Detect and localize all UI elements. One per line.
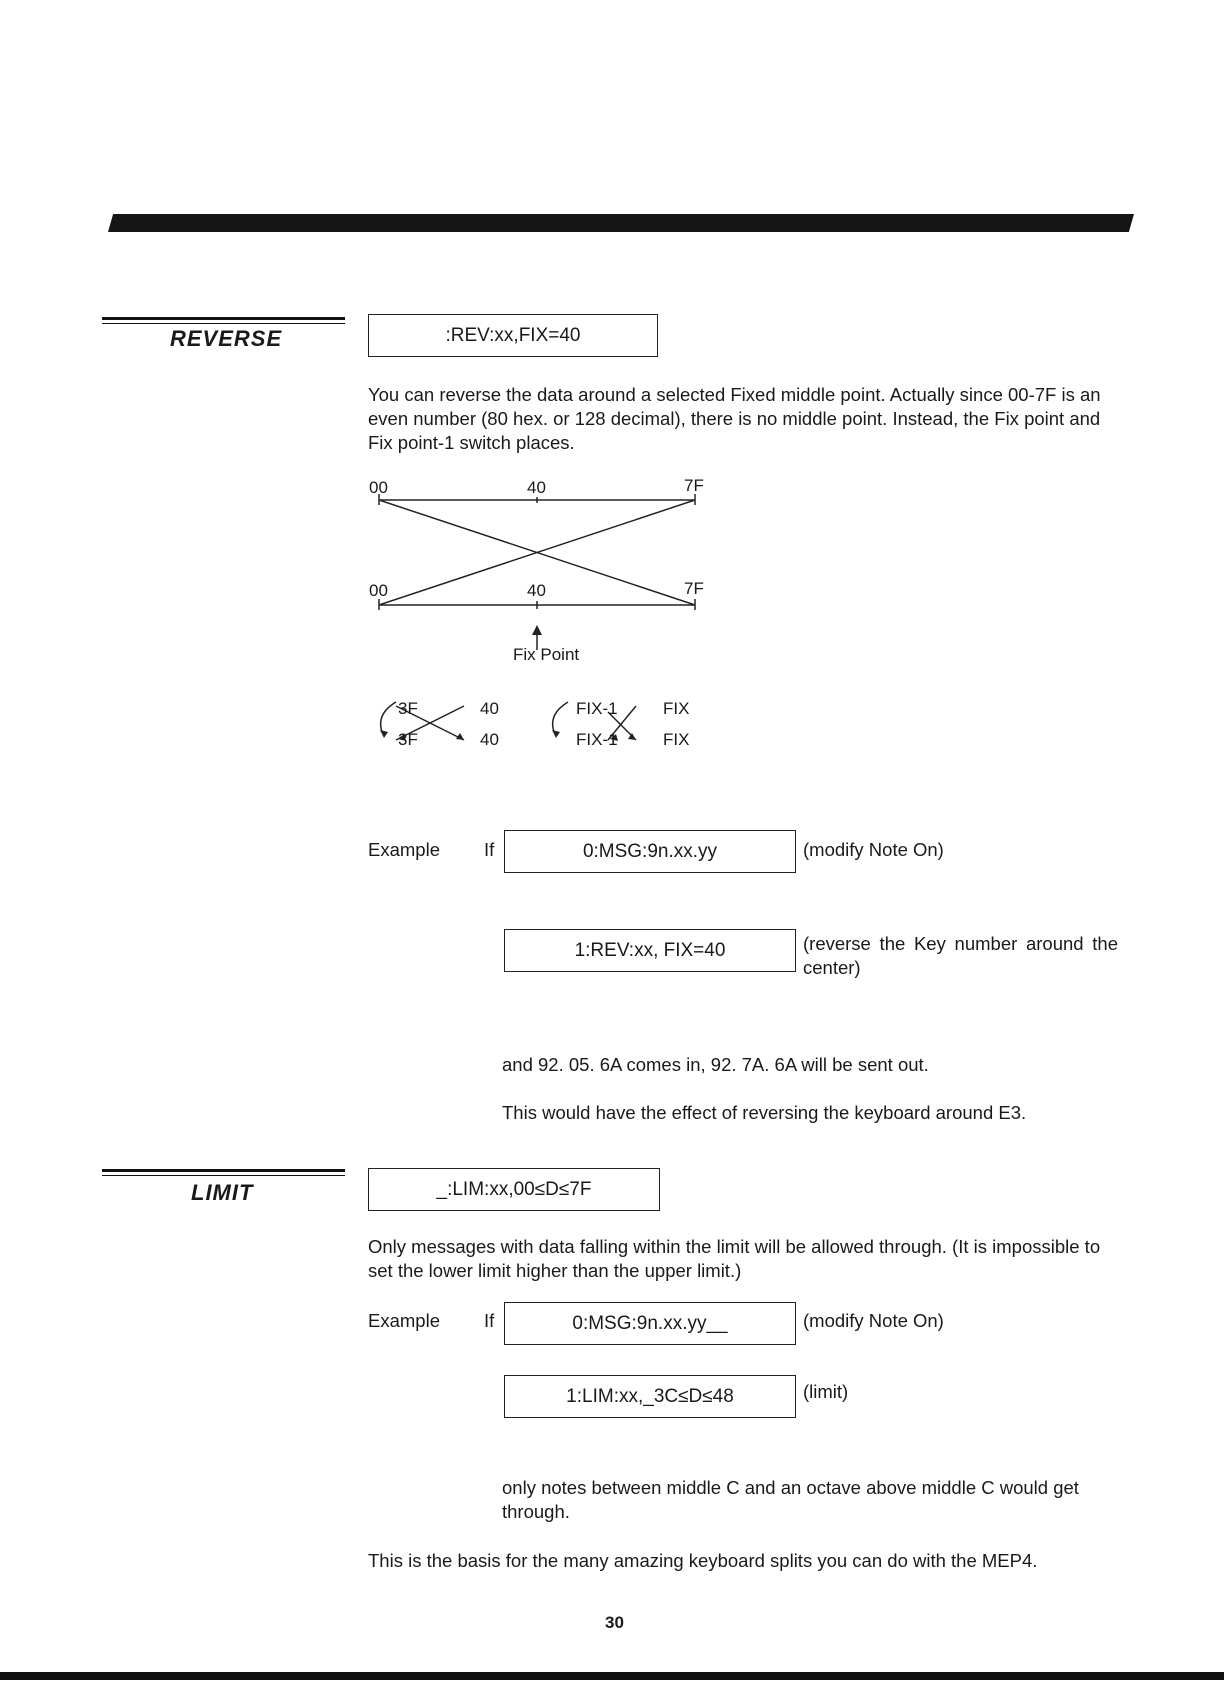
diagram-bottom-mid-label: 40	[527, 581, 546, 600]
limit-example-label: Example	[368, 1310, 440, 1331]
page-number: 30	[605, 1613, 624, 1632]
swap2-bottom-right: FIX	[663, 730, 690, 749]
reverse-example-note-1: (modify Note On)	[803, 839, 944, 860]
diagram-top-left-label: 00	[369, 478, 388, 497]
reverse-example-box-2: 1:REV:xx, FIX=40	[504, 929, 796, 972]
swap2-top-left: FIX-1	[576, 699, 618, 718]
swap1-top-right: 40	[480, 699, 499, 718]
reverse-example-box-1: 0:MSG:9n.xx.yy	[504, 830, 796, 873]
bottom-rule-bar	[0, 1672, 1224, 1680]
section-rule-reverse-thin	[102, 323, 345, 324]
reverse-example-note-2: (reverse the Key number around the center)	[803, 933, 1118, 978]
reverse-result-1: and 92. 05. 6A comes in, 92. 7A. 6A will be sent out.	[502, 1054, 929, 1075]
swap1-bottom-left: 3F	[398, 730, 418, 749]
swap2-bottom-left: FIX-1	[576, 730, 618, 749]
top-rule-bar	[108, 214, 1134, 232]
section-rule-limit	[102, 1169, 345, 1172]
limit-description: Only messages with data falling within the limit will be allowed through. (It is impossible to set the lower limit higher than the upper limit.)	[368, 1236, 1101, 1281]
diagram-top-right-label: 7F	[684, 476, 704, 495]
limit-example-note-1: (modify Note On)	[803, 1310, 944, 1331]
diagram-top-mid-label: 40	[527, 478, 546, 497]
limit-example-note-2: (limit)	[803, 1381, 849, 1402]
section-rule-reverse	[102, 317, 345, 320]
limit-result-2: This is the basis for the many amazing keyboard splits you can do with the MEP4.	[368, 1550, 1038, 1571]
diagram-bottom-right-label: 7F	[684, 579, 704, 598]
fix-point-label: Fix Point	[513, 645, 580, 664]
diagram-bottom-left-label: 00	[369, 581, 388, 600]
limit-example-box-2: 1:LIM:xx,_3C≤D≤48	[504, 1375, 796, 1418]
reverse-if-label: If	[484, 839, 495, 860]
up-arrow-icon	[532, 625, 542, 635]
swap2-top-right: FIX	[663, 699, 690, 718]
limit-if-label: If	[484, 1310, 495, 1331]
swap1-bottom-right: 40	[480, 730, 499, 749]
section-heading-limit: LIMIT	[191, 1180, 254, 1205]
reverse-cross-diagram	[365, 475, 725, 670]
reverse-command-box: :REV:xx,FIX=40	[368, 314, 658, 357]
limit-command-box: _:LIM:xx,00≤D≤7F	[368, 1168, 660, 1211]
reverse-example-label: Example	[368, 839, 440, 860]
reverse-result-2: This would have the effect of reversing the keyboard around E3.	[502, 1102, 1027, 1123]
swap1-top-left: 3F	[398, 699, 418, 718]
swap-arrow-icon	[552, 730, 560, 738]
limit-example-box-1: 0:MSG:9n.xx.yy__	[504, 1302, 796, 1345]
section-heading-reverse: REVERSE	[170, 326, 283, 351]
limit-result-1: only notes between middle C and an octave above middle C would get through.	[502, 1477, 1079, 1522]
reverse-description: You can reverse the data around a selected Fixed middle point. Actually since 00-7F is an even number (80 hex. or 128 decimal), there is no middle point. Instead, the Fix point and Fix point-1 switch places.	[368, 384, 1101, 453]
swap-arrow-icon	[380, 730, 388, 738]
section-rule-limit-thin	[102, 1175, 345, 1176]
